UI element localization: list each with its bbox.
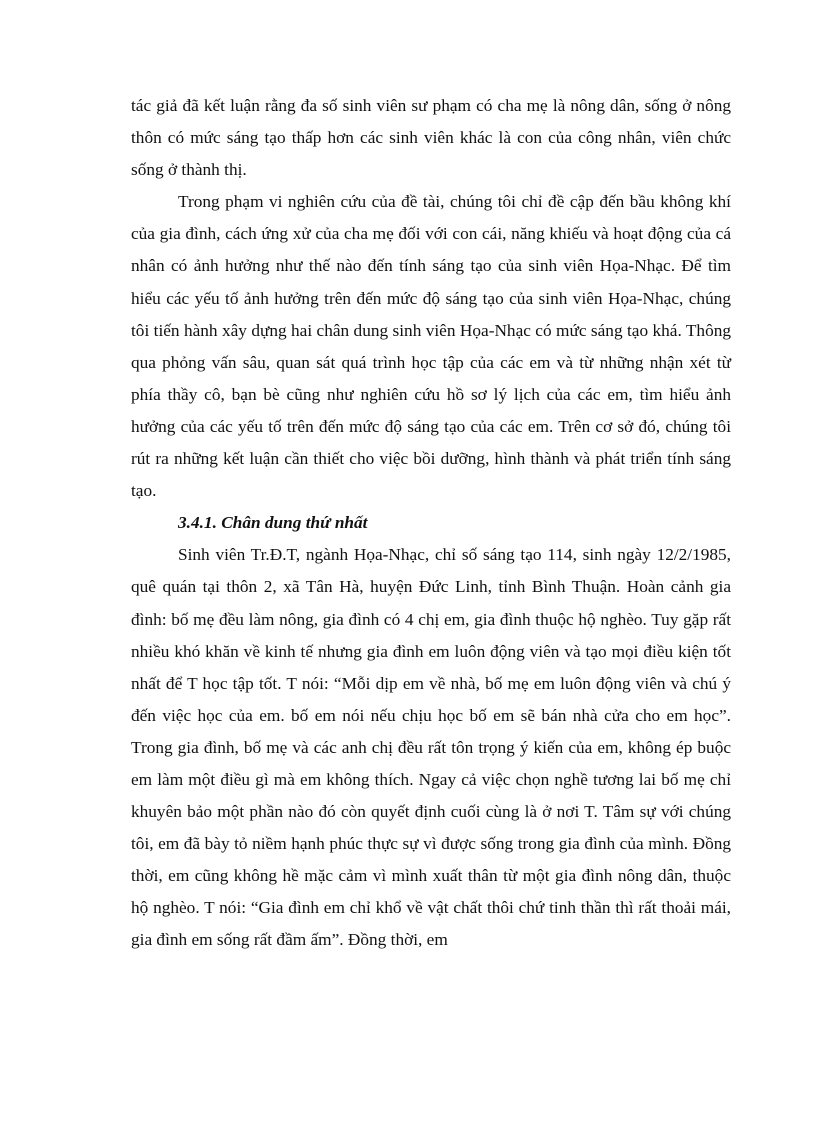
paragraph-intro-conclusion: tác giả đã kết luận rằng đa số sinh viên sư phạm có cha mẹ là nông dân, sống ở nông thôn có mức sáng tạo thấp hơn các sinh viên khác là con của công nhân, viên chức sống ở thành thị. [131,96,731,180]
document-page [131,90,731,957]
paragraph-first-portrait: Sinh viên Tr.Đ.T, ngành Họa-Nhạc, chỉ số sáng tạo 114, sinh ngày 12/2/1985, quê quán tại thôn 2, xã Tân Hà, huyện Đức Linh, tỉnh Bình Thuận. Hoàn cảnh gia đình: bố mẹ đều làm nông, gia đình có 4 chị em, gia đình thuộc hộ nghèo. Tuy gặp rất nhiều khó khăn về kinh tế nhưng gia đình em luôn động viên và tạo mọi điều kiện tốt nhất để T học tập tốt. T nói: “Mỗi dịp em về nhà, bố mẹ em luôn động viên và chú ý đến việc học của em. bố em nói nếu chịu học bố em sẽ bán nhà cửa cho em học”. Trong gia đình, bố mẹ và các anh chị đều rất tôn trọng ý kiến của em, không ép buộc em làm một điều gì mà em không thích. Ngay cả việc chọn nghề tương lai bố mẹ chỉ khuyên bảo một phần nào đó còn quyết định cuối cùng là ở nơi T. Tâm sự với chúng tôi, em đã bày tỏ niềm hạnh phúc thực sự vì được sống trong gia đình của mình. Đồng thời, em cũng không hề mặc cảm vì mình xuất thân từ một gia đình nông dân, thuộc hộ nghèo. T nói: “Gia đình em chỉ khổ về vật chất thôi chứ tinh thần thì rất thoải mái, gia đình em sống rất đầm ấm”. Đồng thời, em [131,545,731,950]
paragraph-research-scope: Trong phạm vi nghiên cứu của đề tài, chúng tôi chỉ đề cập đến bầu không khí của gia đình, cách ứng xử của cha mẹ đối với con cái, năng khiếu và hoạt động của cá nhân có ảnh hưởng như thế nào đến tính sáng tạo của sinh viên Họa-Nhạc. Để tìm hiểu các yếu tố ảnh hưởng trên đến mức độ sáng tạo của sinh viên Họa-Nhạc, chúng tôi tiến hành xây dựng hai chân dung sinh viên Họa-Nhạc có mức sáng tạo khá. Thông qua phỏng vấn sâu, quan sát quá trình học tập của các em và từ những nhận xét từ phía thầy cô, bạn bè cũng như nghiên cứu hồ sơ lý lịch của các em, tìm hiểu ảnh hưởng của các yếu tố trên đến mức độ sáng tạo của các em. Trên cơ sở đó, chúng tôi rút ra những kết luận cần thiết cho việc bồi dưỡng, hình thành và phát triển tính sáng tạo. [131,192,731,501]
section-heading-3-4-1: 3.4.1. Chân dung thứ nhất [178,513,368,533]
